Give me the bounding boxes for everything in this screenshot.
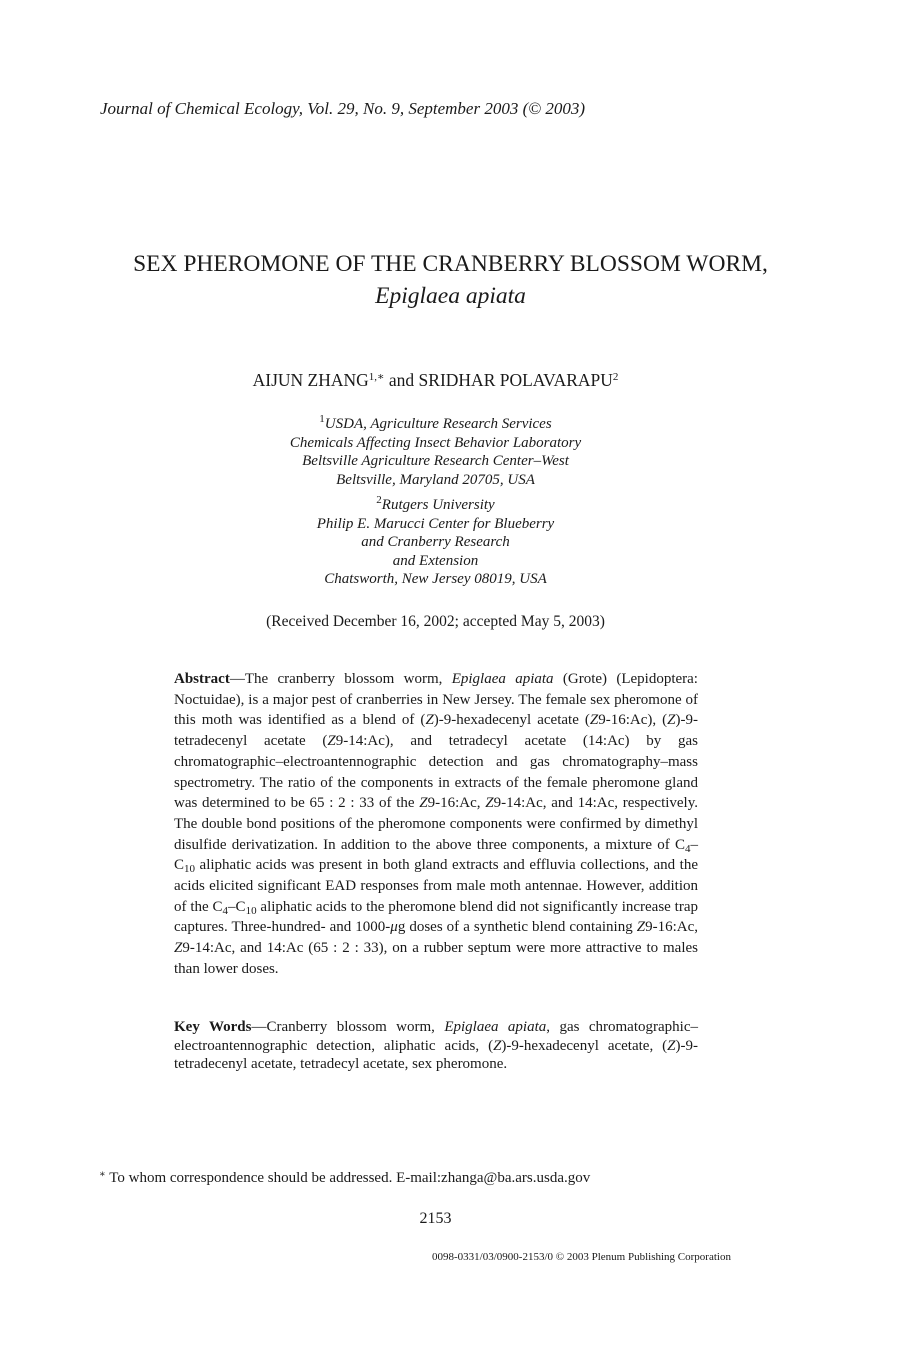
isomer-z: Z [667, 1037, 676, 1054]
author-list [0, 370, 871, 391]
paper-title [0, 248, 901, 312]
affiliation-line: Chemicals Affecting Insect Behavior Laboratory [289, 434, 582, 451]
key-words-text: )-9-hexadecenyl acetate, ( [501, 1037, 668, 1054]
affiliation-line: Beltsville Agriculture Research Center–West [302, 453, 569, 469]
subscript: 4 [222, 904, 229, 917]
author-2-marks: 2 [612, 371, 619, 383]
abstract-text: aliphatic acids was present in both gland extracts and effluvia collections, and the acids elicited significant EAD responses from male moth antennae. However, addition of the C [174, 857, 698, 915]
isomer-z: Z [636, 919, 646, 936]
abstract [174, 669, 698, 980]
abstract-text: g doses of a synthetic blend containing [397, 919, 637, 936]
key-words-label: Key Words [174, 1019, 252, 1035]
key-words-text: —Cranberry blossom worm, [251, 1019, 445, 1035]
subscript: 10 [184, 863, 196, 876]
page-number: 2153 [419, 1210, 452, 1227]
abstract-text: aliphatic acids to the pheromone blend did not significantly increase trap captures. Three-hundred- and 1000- [174, 898, 699, 936]
abstract-label: Abstract [174, 671, 230, 687]
affiliation-line: and Cranberry Research [361, 534, 510, 550]
abstract-text: )-9-tetradecenyl acetate ( [174, 712, 698, 750]
mu-symbol: μ [390, 919, 398, 936]
subscript: 10 [245, 904, 257, 917]
abstract-text: 9-16:Ac), ( [598, 712, 668, 729]
affiliation-line: Rutgers University [381, 497, 495, 513]
affiliation-2-mark: 2 [376, 494, 382, 506]
key-words [174, 1018, 698, 1074]
abstract-text: 9-14:Ac, and 14:Ac (65 : 2 : 33), on a rubber septum were more attractive to males than lower doses. [174, 940, 698, 977]
isomer-z: Z [419, 795, 428, 812]
abstract-text: 9-16:Ac, [645, 919, 698, 936]
affiliation-line: Chatsworth, New Jersey 08019, USA [324, 571, 547, 587]
isomer-z: Z [327, 733, 336, 750]
abstract-text: –C [174, 836, 698, 874]
copyright-line: 0098-0331/03/0900-2153/0 © 2003 Plenum Publishing Corporation [432, 1251, 731, 1263]
subscript: 4 [685, 842, 691, 855]
correspondence-footnote [99, 1170, 590, 1187]
affiliation-2 [0, 496, 871, 589]
author-1: AIJUN ZHANG [252, 370, 369, 390]
abstract-text: 9-14:Ac, and 14:Ac, respectively. The double bond positions of the pheromone components were confirmed by dimethyl disulfide derivatization. In addition to the above three components, a mixture of C [174, 795, 699, 853]
isomer-z: Z [485, 795, 494, 812]
author-1-marks: 1,∗ [368, 371, 385, 383]
isomer-z: Z [589, 712, 599, 729]
abstract-text: 9-16:Ac, [427, 795, 486, 812]
species-name: Epiglaea apiata [451, 671, 554, 687]
affiliation-line: Beltsville, Maryland 20705, USA [336, 471, 535, 488]
author-conjunction: and [388, 370, 415, 390]
abstract-text: 9-14:Ac), and tetradecyl acetate (14:Ac) by gas chromatographic–electroantennographic detection and gas chromatography–mass spectrometry. The ratio of the components in extracts of the female pheromone gland was determined to be 65 : 2 : 33 of the [174, 733, 699, 812]
footnote-mark: ∗ [99, 1169, 106, 1180]
title-species: Epiglaea apiata [375, 283, 526, 309]
affiliation-line: and Extension [392, 552, 479, 569]
isomer-z: Z [667, 712, 676, 729]
isomer-z: Z [493, 1037, 502, 1054]
title-line-1: SEX PHEROMONE OF THE CRANBERRY BLOSSOM WORM, [133, 251, 768, 277]
affiliation-line: USDA, Agriculture Research Services [324, 416, 552, 432]
species-name: Epiglaea apiata [444, 1019, 547, 1035]
abstract-text: )-9-hexadecenyl acetate ( [433, 712, 590, 729]
isomer-z: Z [425, 712, 434, 729]
affiliation-1 [0, 415, 871, 489]
key-words-text: )-9-tetradecenyl acetate, tetradecyl acetate, sex pheromone. [174, 1037, 699, 1072]
journal-header: Journal of Chemical Ecology, Vol. 29, No. 9, September 2003 (© 2003) [100, 99, 586, 118]
abstract-text: (Grote) (Lepidoptera: Noctuidae), is a major pest of cranberries in New Jersey. The female sex pheromone of this moth was identified as a blend of ( [174, 671, 698, 729]
key-words-text: , gas chromatographic–electroantennographic detection, aliphatic acids, ( [174, 1019, 698, 1054]
author-2: SRIDHAR POLAVARAPU [418, 370, 613, 390]
abstract-text: –C [228, 898, 246, 915]
isomer-z: Z [174, 940, 183, 957]
received-dates: (Received December 16, 2002; accepted May 5, 2003) [266, 613, 605, 630]
abstract-text: —The cranberry blossom worm, [229, 671, 452, 687]
affiliation-1-mark: 1 [319, 413, 325, 425]
footnote-text: To whom correspondence should be addressed. E-mail:zhanga@ba.ars.usda.gov [105, 1170, 591, 1186]
affiliation-line: Philip E. Marucci Center for Blueberry [316, 515, 555, 532]
